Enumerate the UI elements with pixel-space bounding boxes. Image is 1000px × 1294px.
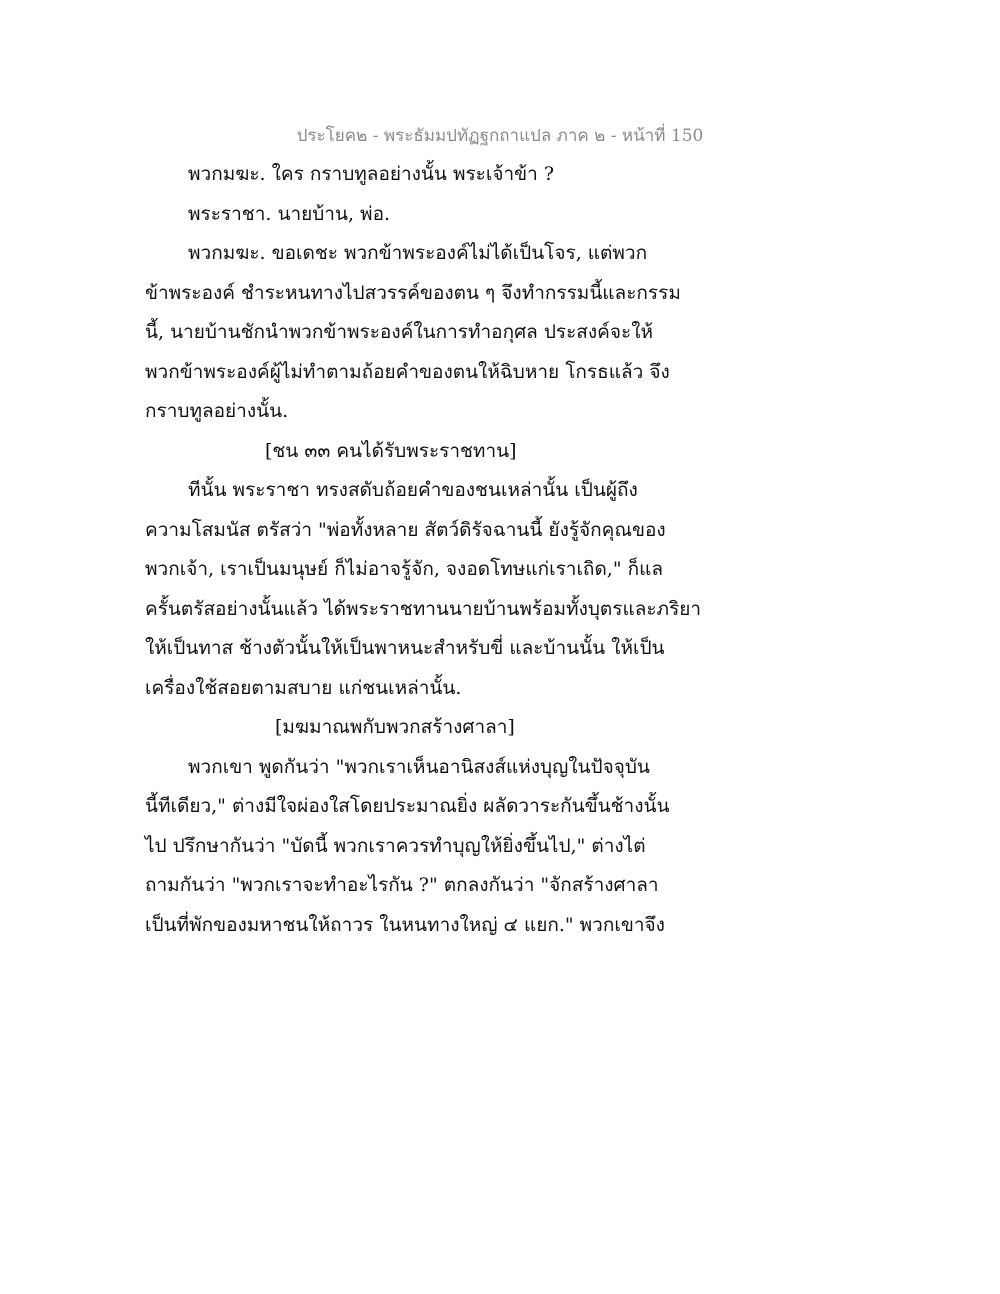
text-line: พวกเขา พูดกันว่า "พวกเราเห็นอานิสงส์แห่งบุญในปัจจุบัน: [188, 756, 650, 778]
section-heading: [ชน ๓๓ คนได้รับพระราชทาน]: [265, 440, 517, 462]
text-line: พวกข้าพระองค์ผู้ไม่ทำตามถ้อยคำของตนให้ฉิบหาย โกรธแล้ว จึง: [145, 361, 670, 383]
text-line: ครั้นตรัสอย่างนั้นแล้ว ได้พระราชทานนายบ้านพร้อมทั้งบุตรและภริยา: [145, 598, 702, 620]
text-line: นี้ทีเดียว," ต่างมีใจผ่องใสโดยประมาณยิ่ง ผลัดวาระกันขึ้นช้างนั้น: [145, 795, 670, 817]
text-line: เป็นที่พักของมหาชนให้ถาวร ในหนทางใหญ่ ๔ แยก." พวกเขาจึง: [145, 914, 665, 936]
text-line: ไป ปรึกษากันว่า "บัดนี้ พวกเราควรทำบุญให้ยิ่งขึ้นไป," ต่างไต่: [145, 835, 646, 857]
text-line: ให้เป็นทาส ช้างตัวนั้นให้เป็นพาหนะสำหรับขี่ และบ้านนั้น ให้เป็น: [145, 637, 665, 659]
text-line: พระราชา. นายบ้าน, พ่อ.: [188, 203, 391, 225]
text-line: พวกมฆะ. ใคร กราบทูลอย่างนั้น พระเจ้าข้า ?: [188, 163, 555, 185]
text-line: นี้, นายบ้านชักนำพวกข้าพระองค์ในการทำอกุศล ประสงค์จะให้: [145, 321, 654, 343]
text-line: ถามกันว่า "พวกเราจะทำอะไรกัน ?" ตกลงกันว่า "จักสร้างศาลา: [145, 874, 659, 896]
text-line: พวกเจ้า, เราเป็นมนุษย์ ก็ไม่อาจรู้จัก, จงอดโทษแก่เราเถิด," ก็แล: [145, 558, 663, 580]
text-line: ความโสมนัส ตรัสว่า "พ่อทั้งหลาย สัตว์ดิรัจฉานนี้ ยังรู้จักคุณของ: [145, 519, 666, 541]
section-heading: [มฆมาณพกับพวกสร้างศาลา]: [275, 716, 515, 738]
running-header: ประโยค๒ - พระธัมมปทัฏฐกถาแปล ภาค ๒ - หน้าที่ 150: [296, 126, 704, 146]
text-line: ข้าพระองค์ ชำระหนทางไปสวรรค์ของตน ๆ จึงทำกรรมนี้และกรรม: [145, 282, 681, 304]
text-line: กราบทูลอย่างนั้น.: [145, 400, 289, 422]
text-line: เครื่องใช้สอยตามสบาย แก่ชนเหล่านั้น.: [145, 677, 462, 699]
text-line: ทีนั้น พระราชา ทรงสดับถ้อยคำของชนเหล่านั้น เป็นผู้ถึง: [188, 479, 638, 501]
text-line: พวกมฆะ. ขอเดชะ พวกข้าพระองค์ไม่ได้เป็นโจร, แต่พวก: [188, 242, 648, 264]
